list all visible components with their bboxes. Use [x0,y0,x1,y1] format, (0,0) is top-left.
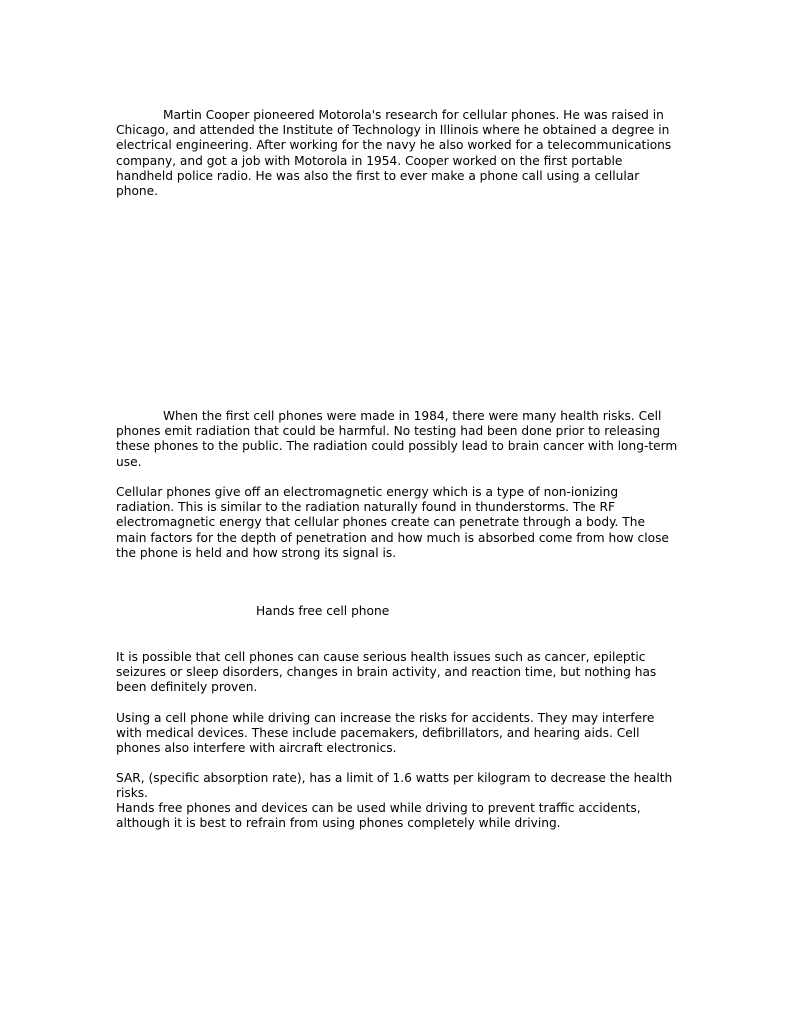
paragraph-health-issues: It is possible that cell phones can cause serious health issues such as cancer, epileptic seizures or sleep disorders, changes in brain activity, and reaction time, but nothing has been definitely proven. [116,650,657,695]
paragraph-sar-limit: SAR, (specific absorption rate), has a limit of 1.6 watts per kilogram to decrease the health risks. [116,771,673,801]
paragraph-electromagnetic-energy: Cellular phones give off an electromagnetic energy which is a type of non-ionizing radiation. This is similar to the radiation naturally found in thunderstorms. The RF electromagnetic energy that cellular phones create can penetrate through a body. The main factors for the depth of penetration and how much is absorbed come from how close the phone is held and how strong its signal is. [116,485,669,560]
paragraph-health-risks: When the first cell phones were made in 1984, there were many health risks. Cell phones emit radiation that could be harmful. No testing had been done prior to releasing these phones to the public. The radiation could possibly lead to brain cancer with long-term use. [116,409,678,469]
image-caption: Hands free cell phone [256,604,390,618]
paragraph-driving-risks: Using a cell phone while driving can increase the risks for accidents. They may interfere with medical devices. These include pacemakers, defibrillators, and hearing aids. Cell phones also interfere with aircraft electronics. [116,711,655,756]
paragraph-hands-free: Hands free phones and devices can be used while driving to prevent traffic accidents, although it is best to refrain from using phones completely while driving. [116,801,641,831]
paragraph-martin-cooper: Martin Cooper pioneered Motorola's research for cellular phones. He was raised in Chicago, and attended the Institute of Technology in Illinois where he obtained a degree in electrical engineering. After working for the navy he also worked for a telecommunications company, and got a job with Motorola in 1954. Cooper worked on the first portable handheld police radio. He was also the first to ever make a phone call using a cellular phone. [116,108,672,199]
